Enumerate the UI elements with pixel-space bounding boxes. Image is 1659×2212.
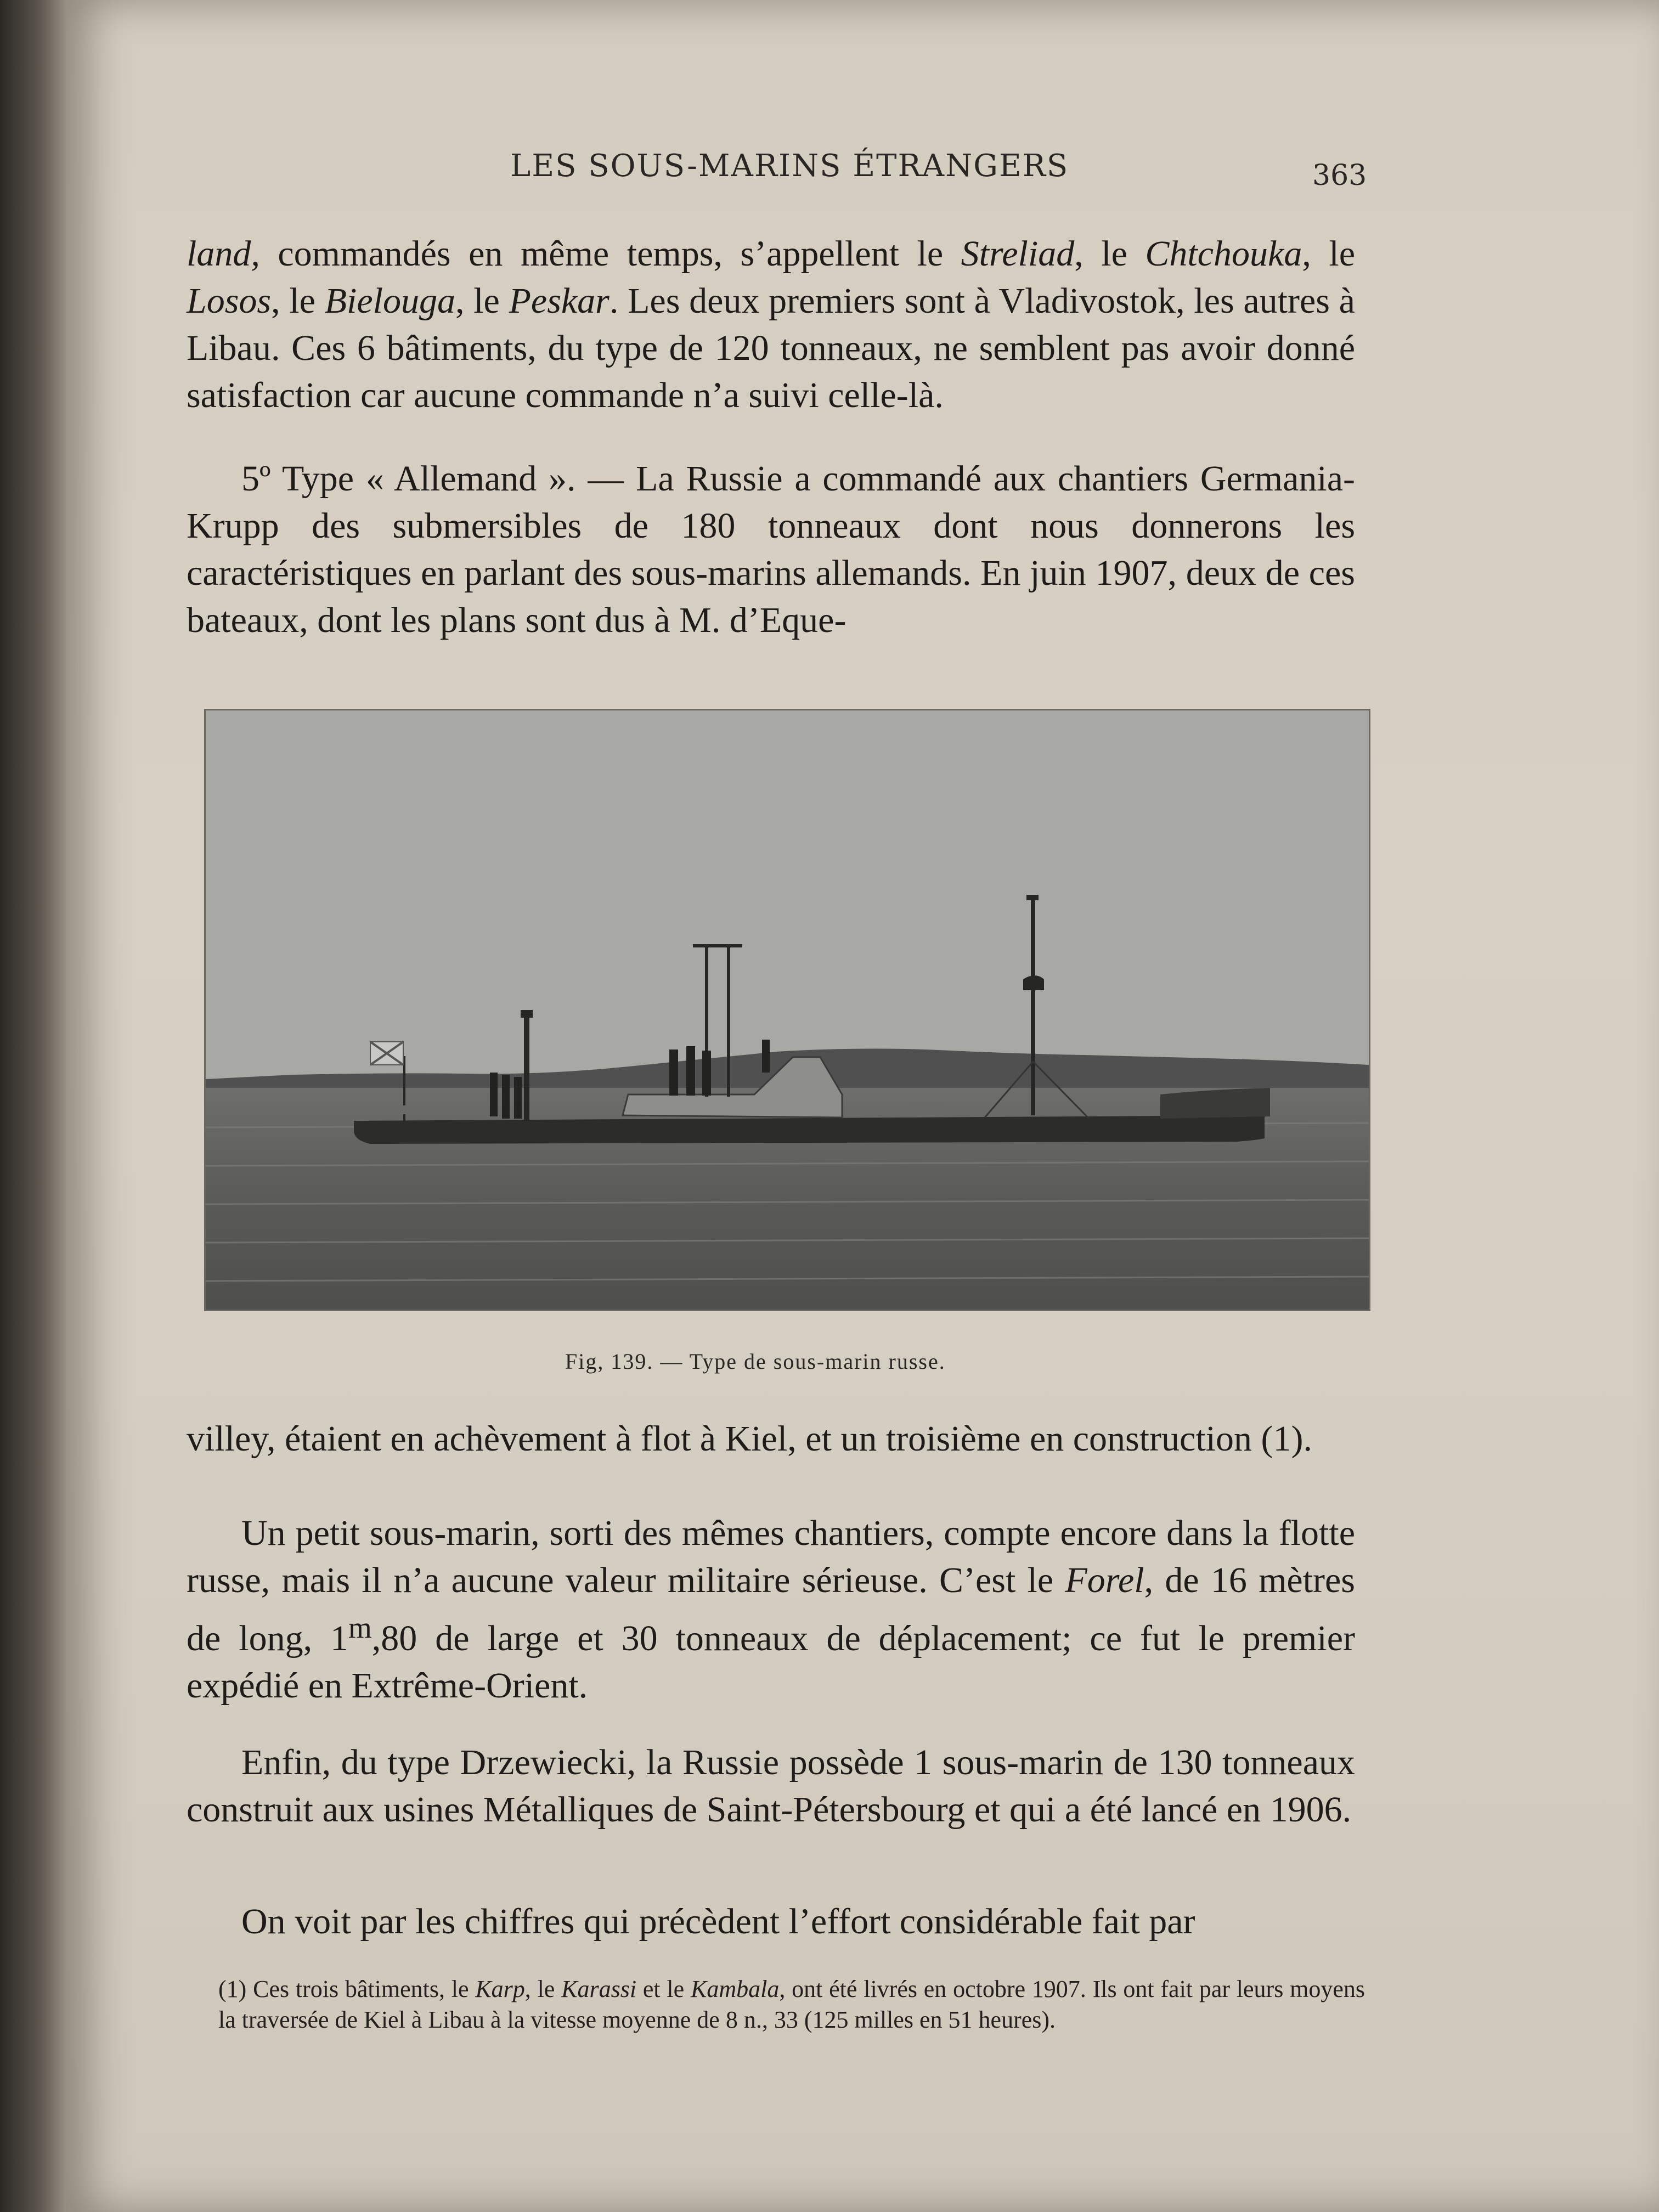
paragraph-6-text: On voit par les chiffres qui précèdent l’effort considérable fait par <box>241 1901 1195 1942</box>
text-span: . Les deux premiers sont à Vladivostok, les autres à Libau. Ces 6 bâtiments, du type de 120 tonneaux, ne semblent pas avoir donné satisfaction car aucune commande n’a suivi celle-là. <box>187 281 1355 415</box>
text-span: , le <box>455 281 509 321</box>
submarine-photo <box>204 709 1370 1311</box>
ship-name: Losos <box>187 281 272 321</box>
paragraph-1 <box>187 230 1355 419</box>
footnote <box>218 1974 1365 2035</box>
ship-name: Karassi <box>561 1976 637 2002</box>
ship-name: Forel <box>1065 1560 1144 1600</box>
ship-name: Streliad <box>961 234 1075 274</box>
text-span: land, <box>187 234 260 274</box>
text-span: Un petit sous-marin, sorti des mêmes chantiers, compte encore dans la flotte russe, mais il n’a aucune valeur militaire sérieuse. C’est le <box>187 1513 1355 1600</box>
ship-name: Peskar <box>509 281 610 321</box>
text-span: , le <box>524 1976 562 2002</box>
text-span: , le <box>1074 234 1146 274</box>
paragraph-2 <box>187 455 1355 644</box>
paragraph-3-text: villey, étaient en achèvement à flot à Kiel, et un troisième en construction (1). <box>187 1419 1312 1459</box>
text-span: , le <box>271 281 325 321</box>
paragraph-5 <box>187 1739 1355 1833</box>
ship-name: Karp <box>475 1976 525 2002</box>
text-span: ,80 de large et 30 tonneaux de déplacement; ce fut le premier expédié en Extrême-Orient. <box>187 1618 1355 1706</box>
paragraph-6 <box>187 1898 1355 1945</box>
page-number: 363 <box>1312 159 1367 192</box>
text-span: commandés en même temps, s’appellent le <box>259 234 961 274</box>
text-span: et le <box>636 1976 691 2002</box>
paragraph-3 <box>187 1415 1355 1463</box>
submarine-photo-drawing <box>206 710 1369 1310</box>
text-span: (1) Ces trois bâtiments, le <box>218 1976 476 2002</box>
figure-caption: Fig, 139. — Type de sous-marin russe. <box>565 1349 946 1374</box>
paragraph-2-text: 5º Type « Allemand ». — La Russie a commandé aux chantiers Germania-Krupp des submersibles de 180 tonneaux dont nous donnerons les caractéristiques en parlant des sous-marins allemands. En juin 1907, deux de ces bateaux, dont les plans sont dus à M. d’Eque- <box>187 459 1355 640</box>
text-span: , ont été livrés en octobre 1907. Ils ont fait par leurs moyens la traversée de Kiel à Libau à la vitesse moyenne de 8 n., 33 (125 milles en 51 heures). <box>218 1976 1365 2033</box>
paragraph-5-text: Enfin, du type Drzewiecki, la Russie possède 1 sous-marin de 130 tonneaux construit aux usines Métalliques de Saint-Pétersbourg et qui a été lancé en 1906. <box>187 1742 1355 1830</box>
paragraph-4 <box>187 1510 1355 1709</box>
ship-name: Kambala <box>690 1976 780 2002</box>
ship-name: Bielouga <box>324 281 455 321</box>
text-span: , de 16 mètres de long, 1 <box>187 1560 1355 1658</box>
ship-name: Chtchouka <box>1145 234 1302 274</box>
running-title: LES SOUS-MARINS ÉTRANGERS <box>510 148 1069 184</box>
unit-superscript: m <box>348 1611 372 1644</box>
text-span: , le <box>1302 234 1355 274</box>
